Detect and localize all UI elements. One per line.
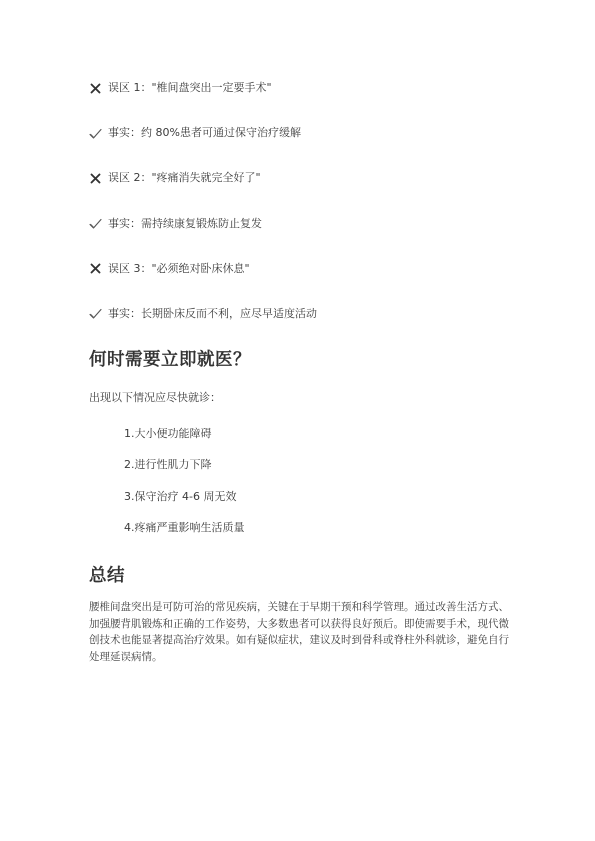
list-item: 2.进行性肌力下降 — [124, 458, 212, 472]
list-item: 4.疼痛严重影响生活质量 — [124, 520, 245, 534]
cross-icon — [89, 259, 102, 279]
myth-text: 误区 2："疼痛消失就完全好了" — [108, 171, 261, 185]
myth-text: 误区 3："必须绝对卧床休息" — [108, 261, 250, 275]
summary-paragraph: 腰椎间盘突出是可防可治的常见疾病，关键在于早期干预和科学管理。通过改善生活方式、加强腰背肌锻炼和正确的工作姿势，大多数患者可以获得良好预后。即使需要手术，现代微创技术也能显著提高治疗效果。如有疑似症状，建议及时到骨科或脊柱外科就诊，避免自行处理延误病情。 — [89, 601, 509, 663]
fact-item-3 — [89, 304, 529, 349]
warning-sign-list — [124, 425, 245, 550]
check-icon — [89, 304, 102, 324]
fact-item-2 — [89, 214, 529, 259]
fact-text: 事实：需持续康复锻炼防止复发 — [108, 216, 262, 230]
myth-text: 误区 1："椎间盘突出一定要手术" — [108, 81, 272, 94]
fact-text: 事实：长期卧床反而不利，应尽早适度活动 — [108, 306, 317, 320]
check-icon — [89, 214, 102, 234]
list-item: 3.保守治疗 4-6 周无效 — [124, 489, 237, 503]
cross-icon — [89, 168, 102, 188]
section-heading-when-to-see-doctor: 何时需要立即就医？ — [89, 350, 251, 370]
check-icon — [89, 123, 102, 143]
fact-text: 事实：约 80%患者可通过保守治疗缓解 — [108, 126, 301, 140]
myth-item-3 — [89, 259, 529, 304]
myth-item-1 — [89, 78, 529, 123]
list-item: 1.大小便功能障碍 — [124, 427, 212, 440]
myth-item-2 — [89, 168, 529, 213]
intro-text: 出现以下情况应尽快就诊： — [89, 391, 221, 404]
cross-icon — [89, 78, 102, 98]
section-heading-summary: 总结 — [89, 566, 125, 586]
myth-fact-list — [89, 78, 529, 349]
fact-item-1 — [89, 123, 529, 168]
